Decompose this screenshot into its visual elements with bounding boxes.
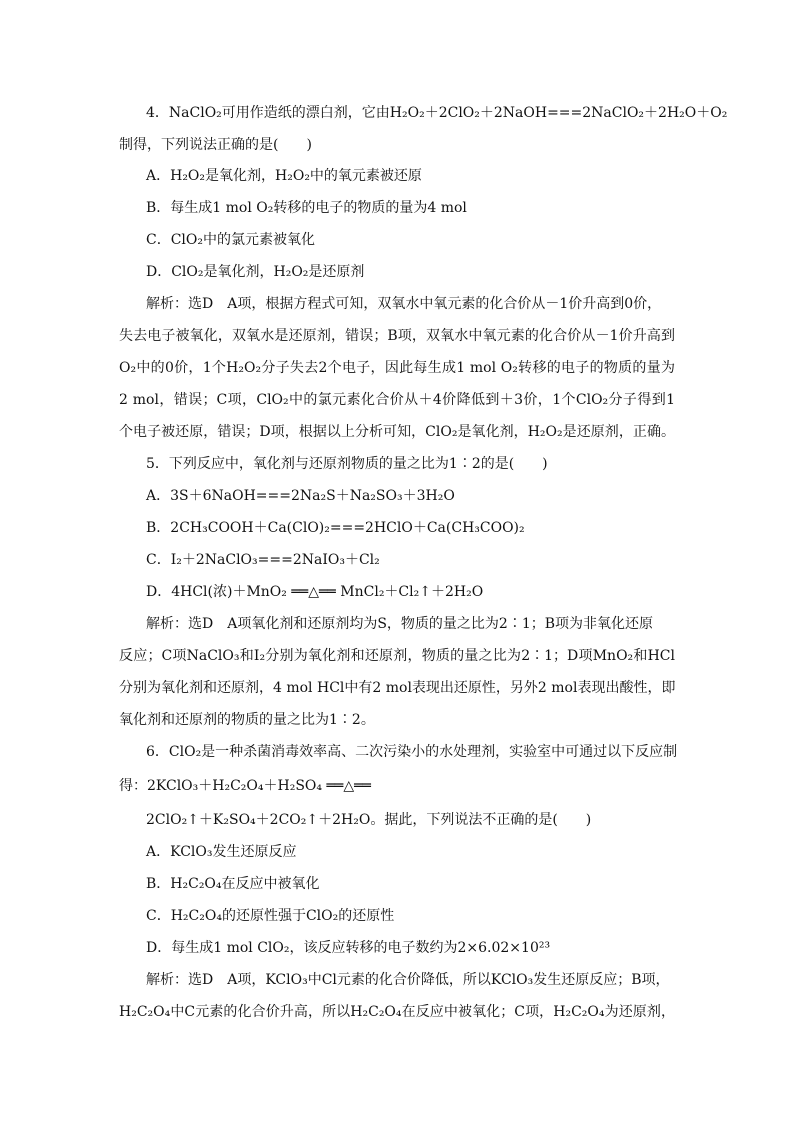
q4-option-c: C．ClO₂中的氯元素被氧化: [146, 232, 315, 248]
q5-analysis-3: 分别为氧化剂和还原剂，4 mol HCl中有2 mol表现出还原性，另外2 mol表现出酸性，即: [119, 680, 676, 696]
q4-analysis-1: 解析：选D A项，根据方程式可知，双氧水中氧元素的化合价从－1价升高到0价，: [146, 296, 662, 312]
q5-option-c: C．I₂＋2NaClO₃===2NaIO₃＋Cl₂: [146, 552, 380, 568]
q6-stem-3: 2ClO₂↑＋K₂SO₄＋2CO₂↑＋2H₂O。据此，下列说法不正确的是( ): [146, 812, 592, 828]
q4-stem-2: 制得，下列说法正确的是( ): [119, 137, 312, 153]
q6-stem-1: 6．ClO₂是一种杀菌消毒效率高、二次污染小的水处理剂，实验室中可通过以下反应制: [146, 744, 678, 760]
q6-option-b: B．H₂C₂O₄在反应中被氧化: [146, 876, 320, 892]
q6-option-d: D．每生成1 mol ClO₂，该反应转移的电子数约为2×6.02×10²³: [146, 940, 551, 956]
q5-analysis-1: 解析：选D A项氧化剂和还原剂均为S，物质的量之比为2∶1；B项为非氧化还原: [146, 616, 654, 632]
q6-stem-2: 得：2KClO₃＋H₂C₂O₄＋H₂SO₄ ══△══: [119, 778, 371, 794]
q5-option-d: D．4HCl(浓)＋MnO₂ ══△══ MnCl₂＋Cl₂↑＋2H₂O: [146, 584, 484, 600]
q4-analysis-5: 个电子被还原，错误；D项，根据以上分析可知，ClO₂是氧化剂，H₂O₂是还原剂，正确。: [119, 424, 675, 440]
q5-option-a: A．3S＋6NaOH===2Na₂S＋Na₂SO₃＋3H₂O: [146, 488, 455, 504]
q4-stem-1: 4．NaClO₂可用作造纸的漂白剂，它由H₂O₂＋2ClO₂＋2NaOH===2NaClO₂＋2H₂O＋O₂: [146, 105, 728, 121]
q4-option-d: D．ClO₂是氧化剂，H₂O₂是还原剂: [146, 264, 365, 280]
q6-option-c: C．H₂C₂O₄的还原性强于ClO₂的还原性: [146, 908, 395, 924]
q6-option-a: A．KClO₃发生还原反应: [146, 844, 297, 860]
q6-analysis-1: 解析：选D A项，KClO₃中Cl元素的化合价降低，所以KClO₃发生还原反应；B项，: [146, 972, 670, 988]
q5-stem: 5．下列反应中，氧化剂与还原剂物质的量之比为1∶2的是( ): [146, 456, 548, 472]
q6-analysis-2: H₂C₂O₄中C元素的化合价升高，所以H₂C₂O₄在反应中被氧化；C项，H₂C₂O₄为还原剂，: [119, 1004, 675, 1020]
q5-analysis-2: 反应；C项NaClO₃和I₂分别为氧化剂和还原剂，物质的量之比为2∶1；D项MnO₂和HCl: [119, 648, 675, 664]
q5-option-b: B．2CH₃COOH＋Ca(ClO)₂===2HClO＋Ca(CH₃COO)₂: [146, 520, 525, 536]
q4-analysis-3: O₂中的0价，1个H₂O₂分子失去2个电子，因此每生成1 mol O₂转移的电子的物质的量为: [119, 360, 675, 376]
q4-analysis-2: 失去电子被氧化，双氧水是还原剂，错误；B项，双氧水中氧元素的化合价从－1价升高到: [119, 328, 675, 344]
q4-option-a: A．H₂O₂是氧化剂，H₂O₂中的氧元素被还原: [146, 168, 422, 184]
q4-analysis-4: 2 mol，错误；C项，ClO₂中的氯元素化合价从＋4价降低到＋3价，1个ClO₂分子得到1: [119, 392, 675, 408]
q5-analysis-4: 氧化剂和还原剂的物质的量之比为1∶2。: [119, 712, 375, 728]
q4-option-b: B．每生成1 mol O₂转移的电子的物质的量为4 mol: [146, 200, 467, 216]
